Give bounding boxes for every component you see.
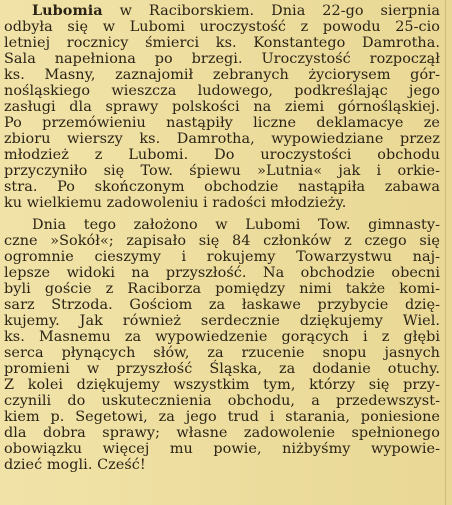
article-line: promieni w przyszłość Śląska, za dodanie otuchy. bbox=[4, 361, 440, 377]
article-line: Po przemówieniu nastąpiły liczne deklamacye ze bbox=[4, 115, 440, 131]
article-line: dla dobra sprawy; własne zadowolenie spełnionego bbox=[4, 425, 440, 441]
article-heading-place: Lubomia bbox=[32, 2, 103, 19]
article-line: nośląskiego wieszcza ludowego, podkreślając jego bbox=[4, 83, 440, 99]
article-line: kiem p. Segetowi, za jego trud i starania, poniesione bbox=[4, 409, 440, 425]
article-line: obowiązku więcej mu powie, niżbyśmy wypowie- bbox=[4, 441, 440, 457]
column-rule bbox=[445, 0, 446, 505]
article-line: Sala napełniona po brzegi. Uroczystość rozpoczął bbox=[4, 51, 440, 67]
article-line: młodzież z Lubomi. Do uroczystości obchodu bbox=[4, 147, 440, 163]
article-line: zasługi dla sprawy polskości na ziemi górnośląskiej. bbox=[4, 99, 440, 115]
article-line: ks. Masny, zaznajomił zebranych życiorysem gór- bbox=[4, 67, 440, 83]
article-line: dzieć mogli. Cześć! bbox=[4, 457, 146, 473]
article-line: zbioru wierszy ks. Damrotha, wypowiedziane przez bbox=[4, 131, 440, 147]
article-line-1: Lubomia w Raciborskiem. Dnia 22-go sierpnia bbox=[32, 2, 440, 19]
article-line: sarz Strzoda. Gościom za łaskawe przybycie dzię- bbox=[4, 297, 440, 313]
article-line: lepsze widoki na przyszłość. Na obchodzie obecni bbox=[4, 265, 440, 281]
article-line: byli goście z Raciborza pomiędzy nimi także komi- bbox=[4, 281, 440, 297]
article-line: ogromnie cieszymy i rokujemy Towarzystwu naj- bbox=[4, 249, 440, 265]
article-line: kujemy. Jak również serdecznie dziękujemy Wiel. bbox=[4, 313, 440, 329]
article-line: ks. Masnemu za wypowiedzenie gorących i z głębi bbox=[4, 329, 440, 345]
article-line: ku wielkiemu zadowoleniu i radości młodzieży. bbox=[4, 195, 347, 211]
article-line: Z kolei dziękujemy wszystkim tym, którzy się przy- bbox=[4, 377, 440, 393]
article-line: czynili do uskutecznienia obchodu, a przedewszyst- bbox=[4, 393, 440, 409]
article-line: stra. Po skończonym obchodzie nastąpiła zabawa bbox=[4, 179, 440, 195]
article-line: przyczyniło się Tow. śpiewu »Lutnia« jak i orkie- bbox=[4, 163, 440, 179]
article-line: letniej rocznicy śmierci ks. Konstantego Damrotha. bbox=[4, 35, 440, 51]
article-line: czne »Sokół«; zapisało się 84 członków z czego się bbox=[4, 233, 440, 249]
article-line: serca płynących słów, za rzucenie snopu jasnych bbox=[4, 345, 440, 361]
article-line-paragraph-2: Dnia tego założono w Lubomi Tow. gimnasty- bbox=[32, 217, 440, 233]
newspaper-article bbox=[4, 3, 448, 503]
article-line: odbyła się w Lubomi uroczystość z powodu 25-cio bbox=[4, 19, 440, 35]
